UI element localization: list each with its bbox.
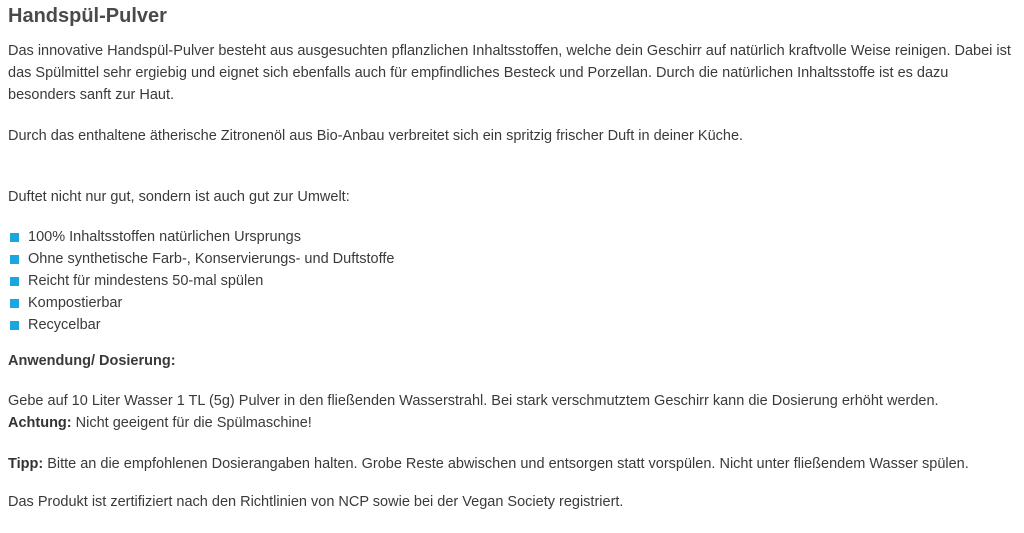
warning-text: Nicht geeigent für die Spülmaschine! (71, 415, 312, 431)
square-bullet-icon (10, 233, 19, 242)
feature-label: Reicht für mindestens 50-mal spülen (28, 273, 264, 289)
list-item (8, 270, 394, 292)
square-bullet-icon (10, 321, 19, 330)
list-item (8, 292, 394, 314)
feature-label: Kompostierbar (28, 295, 123, 311)
dosage-paragraph (8, 390, 1016, 434)
lemon-oil-paragraph: Durch das enthaltene ätherische Zitronenöl aus Bio-Anbau verbreitet sich ein spritzig frischer Duft in deiner Küche. (8, 128, 744, 144)
feature-label: 100% Inhaltsstoffen natürlichen Ursprungs (28, 229, 301, 245)
feature-list (8, 226, 394, 336)
tip-text: Bitte an die empfohlenen Dosierangaben halten. Grobe Reste abwischen und entsorgen statt vorspülen. Nicht unter fließendem Wasser spülen. (43, 456, 969, 472)
list-item (8, 248, 394, 270)
dosage-text: Gebe auf 10 Liter Wasser 1 TL (5g) Pulver in den fließenden Wasserstrahl. Bei stark verschmutztem Geschirr kann die Dosierung erhöht werden. (8, 393, 939, 409)
page-title: Handspül-Pulver (8, 5, 167, 27)
certification-paragraph: Das Produkt ist zertifiziert nach den Richtlinien von NCP sowie bei der Vegan Society registriert. (8, 494, 624, 510)
list-item (8, 226, 394, 248)
intro-paragraph: Das innovative Handspül-Pulver besteht aus ausgesuchten pflanzlichen Inhaltsstoffen, welche dein Geschirr auf natürlich kraftvolle Weise reinigen. Dabei ist das Spülmittel sehr ergiebig und eignet sich ebenfalls auch für empfindliches Besteck und Porzellan. Durch die natürlichen Inhaltsstoffe ist es dazu besonders sanft zur Haut. (8, 43, 1011, 103)
square-bullet-icon (10, 255, 19, 264)
tip-label: Tipp: (8, 456, 44, 472)
environment-intro: Duftet nicht nur gut, sondern ist auch gut zur Umwelt: (8, 189, 350, 205)
usage-heading: Anwendung/ Dosierung: (8, 353, 176, 369)
tip-paragraph (8, 453, 1016, 475)
square-bullet-icon (10, 299, 19, 308)
feature-label: Ohne synthetische Farb-, Konservierungs- und Duftstoffe (28, 251, 395, 267)
feature-label: Recycelbar (28, 317, 101, 333)
square-bullet-icon (10, 277, 19, 286)
warning-label: Achtung: (8, 415, 72, 431)
list-item (8, 314, 394, 336)
